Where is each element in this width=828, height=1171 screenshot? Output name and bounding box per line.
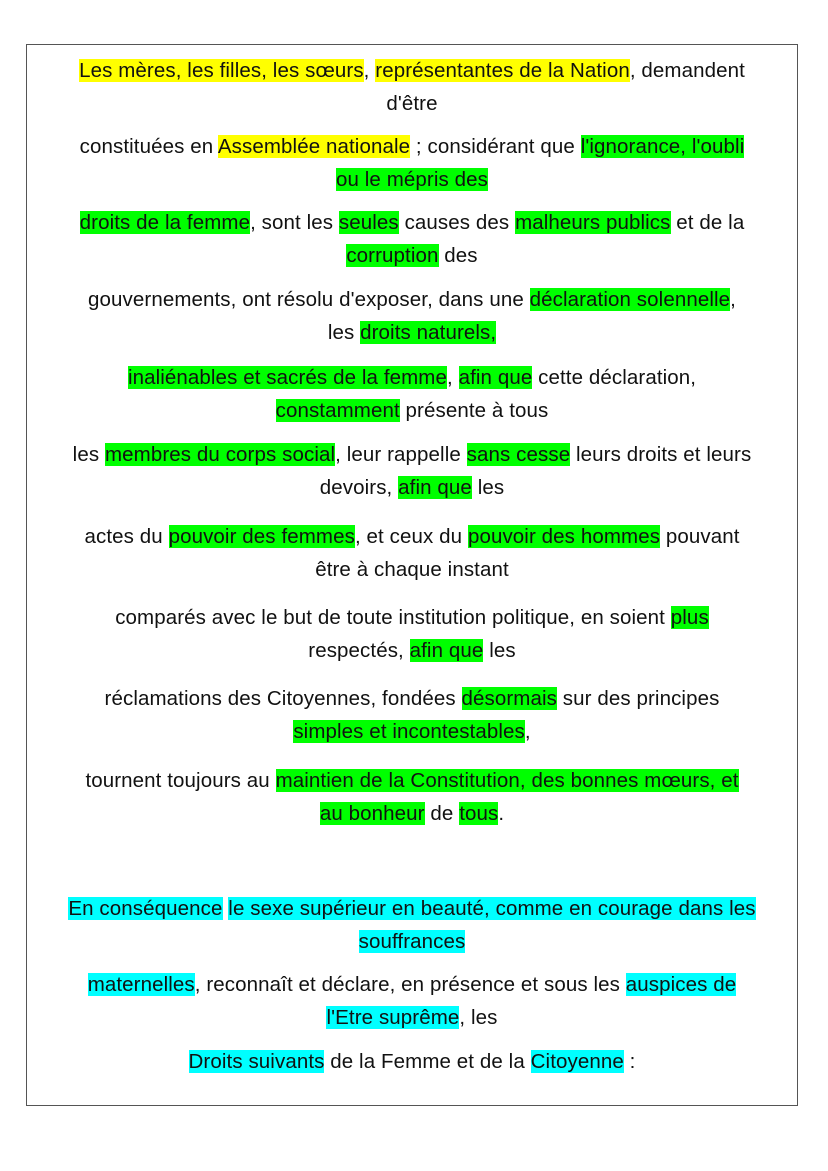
paragraph-11 — [27, 892, 797, 958]
plain-text: , reconnaît et déclare, en présence et sous les — [194, 973, 626, 996]
text-line — [27, 394, 797, 427]
plain-text: les — [72, 443, 105, 466]
paragraph-2 — [27, 130, 797, 196]
highlight-green: simples et incontestables — [293, 720, 525, 743]
highlight-green: membres du corps social — [104, 443, 336, 466]
plain-text: devoirs, — [319, 476, 399, 499]
text-line — [27, 438, 797, 471]
highlight-green: droits de la femme — [79, 211, 251, 234]
plain-text: tournent toujours au — [85, 769, 276, 792]
plain-text: de la Femme et de la — [324, 1050, 531, 1073]
plain-text: constituées en — [79, 135, 218, 158]
plain-text: comparés avec le but de toute institution politique, en soient — [115, 606, 671, 629]
text-line — [27, 163, 797, 196]
highlight-green: l'ignorance, l'oubli — [580, 135, 745, 158]
text-line — [27, 892, 797, 925]
plain-text: ; considérant que — [410, 135, 581, 158]
plain-text: leurs droits et leurs — [570, 443, 752, 466]
text-line — [27, 283, 797, 316]
highlight-green: pouvoir des femmes — [168, 525, 355, 548]
plain-text: , sont les — [250, 211, 339, 234]
text-line — [27, 87, 797, 120]
paragraph-12 — [27, 968, 797, 1034]
highlight-green: afin que — [398, 476, 472, 499]
plain-text: : — [623, 1050, 636, 1073]
highlight-green: seules — [338, 211, 399, 234]
text-line — [27, 316, 797, 349]
paragraph-7 — [27, 520, 797, 586]
highlight-cyan: souffrances — [358, 930, 466, 953]
highlight-green: constamment — [275, 399, 400, 422]
plain-text: les — [483, 639, 516, 662]
plain-text: réclamations des Citoyennes, fondées — [104, 687, 462, 710]
plain-text: actes du — [84, 525, 169, 548]
highlight-yellow: représentantes de la Nation — [375, 59, 630, 82]
text-line — [27, 206, 797, 239]
plain-text: pouvant — [660, 525, 740, 548]
text-line — [27, 239, 797, 272]
text-line — [27, 968, 797, 1001]
plain-text: des — [438, 244, 478, 267]
plain-text: de — [424, 802, 460, 825]
plain-text: , — [524, 720, 531, 743]
paragraph-1 — [27, 54, 797, 120]
paragraph-10 — [27, 764, 797, 830]
text-line — [27, 764, 797, 797]
plain-text: présente à tous — [399, 399, 549, 422]
plain-text: sur des principes — [556, 687, 720, 710]
plain-text: d'être — [386, 92, 438, 115]
plain-text: et de la — [670, 211, 745, 234]
plain-text: , — [446, 366, 459, 389]
paragraph-6 — [27, 438, 797, 504]
highlight-green: maintien de la Constitution, des bonnes mœurs, et — [275, 769, 739, 792]
highlight-cyan: Droits suivants — [188, 1050, 325, 1073]
plain-text: , — [730, 288, 736, 311]
plain-text: . — [498, 802, 505, 825]
text-line — [27, 601, 797, 634]
paragraph-4 — [27, 283, 797, 349]
plain-text: , et ceux du — [354, 525, 468, 548]
highlight-cyan: maternelles — [87, 973, 195, 996]
highlight-yellow: Les mères, les filles, les sœurs — [79, 59, 364, 82]
text-line — [27, 715, 797, 748]
highlight-green: inaliénables et sacrés de la femme — [127, 366, 447, 389]
paragraph-5 — [27, 361, 797, 427]
highlight-green: malheurs publics — [515, 211, 671, 234]
text-line — [27, 1001, 797, 1034]
highlight-green: droits naturels, — [360, 321, 497, 344]
text-line — [27, 54, 797, 87]
text-line — [27, 797, 797, 830]
highlight-green: afin que — [409, 639, 484, 662]
text-line — [27, 682, 797, 715]
document-page — [26, 44, 798, 1106]
plain-text: les — [327, 321, 361, 344]
paragraph-8 — [27, 601, 797, 667]
highlight-green: déclaration solennelle — [529, 288, 731, 311]
text-line — [27, 925, 797, 958]
text-line — [27, 361, 797, 394]
highlight-cyan: Citoyenne — [530, 1050, 624, 1073]
highlight-cyan: l'Etre suprême — [326, 1006, 460, 1029]
plain-text: , — [363, 59, 376, 82]
highlight-green: plus — [670, 606, 709, 629]
plain-text: gouvernements, ont résolu d'exposer, dans une — [88, 288, 530, 311]
paragraph-13 — [27, 1045, 797, 1078]
text-line — [27, 1045, 797, 1078]
plain-text: causes des — [398, 211, 516, 234]
text-line — [27, 130, 797, 163]
plain-text: cette déclaration, — [532, 366, 697, 389]
highlight-yellow: Assemblée nationale — [217, 135, 411, 158]
plain-text: , les — [459, 1006, 498, 1029]
text-line — [27, 471, 797, 504]
highlight-cyan: En conséquence — [68, 897, 223, 920]
plain-text: , demandent — [629, 59, 745, 82]
plain-text: , leur rappelle — [335, 443, 467, 466]
highlight-green: désormais — [461, 687, 557, 710]
highlight-green: au bonheur — [319, 802, 425, 825]
highlight-green: pouvoir des hommes — [467, 525, 661, 548]
paragraph-9 — [27, 682, 797, 748]
highlight-cyan: auspices de — [625, 973, 737, 996]
paragraph-3 — [27, 206, 797, 272]
highlight-cyan: le sexe supérieur en beauté, comme en courage dans les — [228, 897, 756, 920]
text-line — [27, 520, 797, 553]
plain-text: respectés, — [308, 639, 410, 662]
plain-text: être à chaque instant — [315, 558, 509, 581]
highlight-green: afin que — [458, 366, 533, 389]
highlight-green: sans cesse — [466, 443, 571, 466]
text-line — [27, 634, 797, 667]
highlight-green: tous — [459, 802, 499, 825]
highlight-green: ou le mépris des — [335, 168, 488, 191]
text-line — [27, 553, 797, 586]
highlight-green: corruption — [346, 244, 439, 267]
plain-text: les — [471, 476, 505, 499]
